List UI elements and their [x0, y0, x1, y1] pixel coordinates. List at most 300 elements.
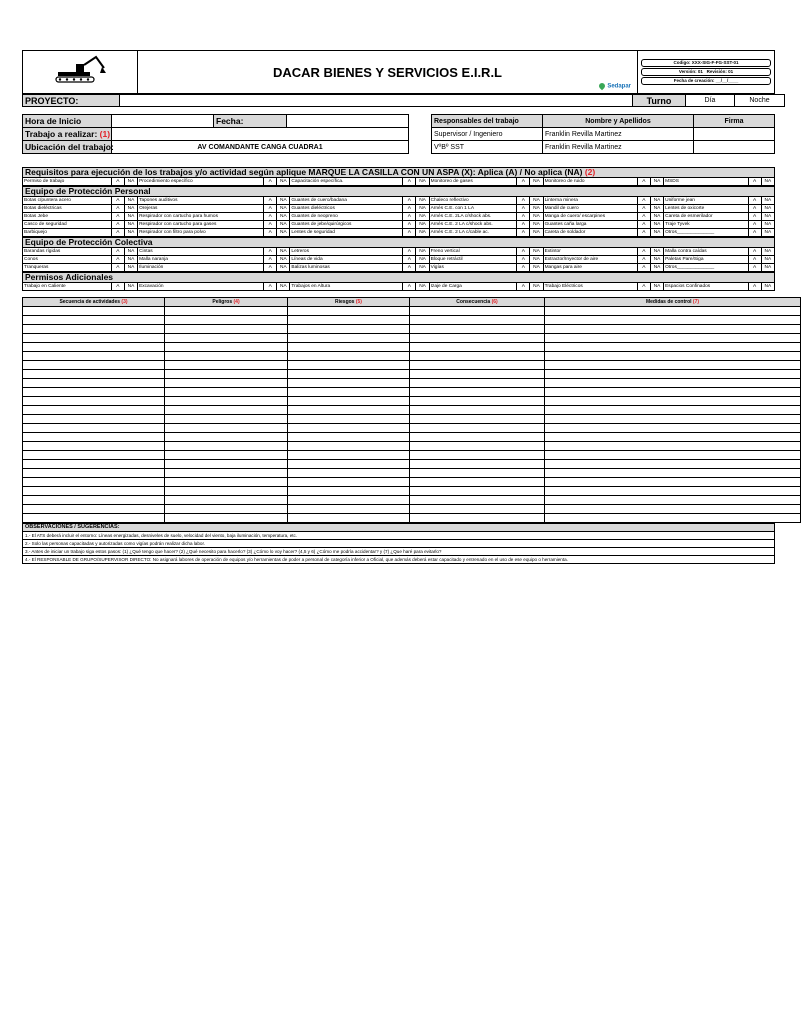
activity-cell[interactable] [288, 442, 410, 451]
activity-cell[interactable] [288, 514, 410, 523]
activity-cell[interactable] [23, 424, 165, 433]
not-applies-checkbox[interactable]: NA [277, 256, 290, 264]
applies-checkbox[interactable]: A [403, 248, 416, 256]
not-applies-checkbox[interactable]: NA [650, 283, 663, 291]
activity-cell[interactable] [288, 370, 410, 379]
activity-cell[interactable] [165, 478, 288, 487]
activity-row [23, 388, 801, 397]
not-applies-checkbox[interactable]: NA [530, 221, 543, 229]
activity-cell[interactable] [165, 352, 288, 361]
requirement-label: Linterna minera [543, 197, 637, 205]
applies-checkbox[interactable]: A [748, 248, 761, 256]
applies-checkbox[interactable]: A [111, 197, 124, 205]
activity-cell[interactable] [23, 478, 165, 487]
responsibles-table [431, 114, 775, 154]
applies-checkbox[interactable]: A [403, 264, 416, 272]
applies-checkbox[interactable]: A [748, 221, 761, 229]
activity-cell[interactable] [545, 325, 801, 334]
activity-cell[interactable] [288, 415, 410, 424]
work-info [22, 114, 775, 158]
requirement-row [23, 248, 775, 256]
applies-checkbox[interactable]: A [637, 229, 650, 237]
responsible-role: Supervisor / Ingeniero [432, 128, 543, 141]
not-applies-checkbox[interactable]: NA [277, 264, 290, 272]
activity-row [23, 478, 801, 487]
activity-cell[interactable] [410, 334, 545, 343]
activity-cell[interactable] [23, 433, 165, 442]
activities-header: Riesgos (5) [288, 298, 410, 307]
applies-checkbox[interactable]: A [111, 256, 124, 264]
applies-checkbox[interactable]: A [111, 213, 124, 221]
activity-cell[interactable] [410, 415, 545, 424]
applies-checkbox[interactable]: A [637, 248, 650, 256]
applies-checkbox[interactable]: A [403, 205, 416, 213]
not-applies-checkbox[interactable]: NA [124, 197, 137, 205]
activity-cell[interactable] [288, 361, 410, 370]
applies-checkbox[interactable]: A [403, 213, 416, 221]
not-applies-checkbox[interactable]: NA [416, 248, 429, 256]
applies-checkbox[interactable]: A [748, 213, 761, 221]
activity-cell[interactable] [545, 469, 801, 478]
activity-cell[interactable] [410, 352, 545, 361]
not-applies-checkbox[interactable]: NA [761, 264, 774, 272]
activity-cell[interactable] [545, 514, 801, 523]
responsible-signature[interactable] [694, 128, 775, 141]
responsible-name[interactable]: Franklin Revilla Martinez [543, 128, 694, 141]
activity-cell[interactable] [165, 460, 288, 469]
not-applies-checkbox[interactable]: NA [761, 221, 774, 229]
activity-cell[interactable] [410, 424, 545, 433]
requirement-label: Mangas para aire [543, 264, 637, 272]
not-applies-checkbox[interactable]: NA [124, 205, 137, 213]
activity-cell[interactable] [165, 415, 288, 424]
activity-cell[interactable] [288, 379, 410, 388]
activity-cell[interactable] [23, 415, 165, 424]
activity-cell[interactable] [23, 361, 165, 370]
requirement-label: Guantes dieléctricos [290, 205, 403, 213]
activity-cell[interactable] [410, 325, 545, 334]
activity-cell[interactable] [410, 388, 545, 397]
not-applies-checkbox[interactable]: NA [761, 205, 774, 213]
applies-checkbox[interactable]: A [637, 264, 650, 272]
activity-cell[interactable] [288, 460, 410, 469]
activity-cell[interactable] [23, 397, 165, 406]
responsible-name[interactable]: Franklin Revilla Martinez [543, 141, 694, 154]
activity-cell[interactable] [545, 397, 801, 406]
activity-cell[interactable] [545, 370, 801, 379]
requirement-label: Lentes de oxicorte [664, 205, 748, 213]
not-applies-checkbox[interactable]: NA [416, 197, 429, 205]
activity-cell[interactable] [410, 487, 545, 496]
document-version: Versión: 01 Revisión: 01 [641, 68, 771, 76]
requirement-label: Vigías [429, 264, 517, 272]
signature-header: Firma [694, 115, 775, 128]
not-applies-checkbox[interactable]: NA [416, 213, 429, 221]
responsibles-header: Responsables del trabajo [432, 115, 543, 128]
not-applies-checkbox[interactable]: NA [650, 229, 663, 237]
document-creation-date: Fecha de creación: __/__/____ [641, 77, 771, 85]
activity-cell[interactable] [23, 451, 165, 460]
activity-row [23, 334, 801, 343]
activity-cell[interactable] [410, 469, 545, 478]
activity-cell[interactable] [165, 334, 288, 343]
requirement-label: Guantes de neopreno [290, 213, 403, 221]
applies-checkbox[interactable]: A [748, 264, 761, 272]
activity-cell[interactable] [545, 505, 801, 514]
activity-cell[interactable] [288, 487, 410, 496]
applies-checkbox[interactable]: A [111, 229, 124, 237]
applies-checkbox[interactable]: A [517, 205, 530, 213]
activity-cell[interactable] [545, 379, 801, 388]
activity-cell[interactable] [410, 316, 545, 325]
requirement-row [23, 229, 775, 237]
activity-cell[interactable] [545, 343, 801, 352]
applies-checkbox[interactable]: A [517, 221, 530, 229]
activity-cell[interactable] [545, 460, 801, 469]
requirement-label: Letreros [290, 248, 403, 256]
activity-cell[interactable] [165, 496, 288, 505]
applies-checkbox[interactable]: A [748, 283, 761, 291]
not-applies-checkbox[interactable]: NA [530, 178, 543, 186]
not-applies-checkbox[interactable]: NA [124, 283, 137, 291]
applies-checkbox[interactable]: A [111, 178, 124, 186]
activity-cell[interactable] [165, 343, 288, 352]
requirement-label: Líneas de vida [290, 256, 403, 264]
activity-cell[interactable] [545, 334, 801, 343]
applies-checkbox[interactable]: A [637, 205, 650, 213]
not-applies-checkbox[interactable]: NA [416, 256, 429, 264]
activity-cell[interactable] [165, 406, 288, 415]
activity-cell[interactable] [165, 424, 288, 433]
not-applies-checkbox[interactable]: NA [761, 248, 774, 256]
not-applies-checkbox[interactable]: NA [530, 213, 543, 221]
not-applies-checkbox[interactable]: NA [530, 256, 543, 264]
shift-night[interactable]: Noche [735, 95, 785, 107]
activity-cell[interactable] [545, 433, 801, 442]
activity-cell[interactable] [165, 442, 288, 451]
not-applies-checkbox[interactable]: NA [124, 264, 137, 272]
not-applies-checkbox[interactable]: NA [761, 178, 774, 186]
activity-cell[interactable] [410, 442, 545, 451]
not-applies-checkbox[interactable]: NA [416, 264, 429, 272]
applies-checkbox[interactable]: A [637, 283, 650, 291]
applies-checkbox[interactable]: A [264, 283, 277, 291]
not-applies-checkbox[interactable]: NA [530, 283, 543, 291]
not-applies-checkbox[interactable]: NA [761, 213, 774, 221]
applies-checkbox[interactable]: A [637, 221, 650, 229]
applies-checkbox[interactable]: A [637, 197, 650, 205]
applies-checkbox[interactable]: A [403, 229, 416, 237]
activity-row [23, 343, 801, 352]
requirement-label: Botas dieléctricas [23, 205, 112, 213]
activity-cell[interactable] [23, 496, 165, 505]
requirement-label: Permiso de trabajo [23, 178, 112, 186]
activity-cell[interactable] [288, 397, 410, 406]
activity-cell[interactable] [23, 307, 165, 316]
activity-cell[interactable] [23, 352, 165, 361]
activity-cell[interactable] [545, 496, 801, 505]
applies-checkbox[interactable]: A [517, 197, 530, 205]
not-applies-checkbox[interactable]: NA [277, 197, 290, 205]
activity-row [23, 460, 801, 469]
activity-cell[interactable] [288, 469, 410, 478]
activity-cell[interactable] [288, 505, 410, 514]
activity-cell[interactable] [410, 361, 545, 370]
applies-checkbox[interactable]: A [517, 178, 530, 186]
not-applies-checkbox[interactable]: NA [416, 205, 429, 213]
activity-cell[interactable] [288, 388, 410, 397]
not-applies-checkbox[interactable]: NA [277, 248, 290, 256]
date-label: Fecha: [214, 115, 287, 128]
activity-cell[interactable] [165, 397, 288, 406]
activity-cell[interactable] [410, 460, 545, 469]
activity-cell[interactable] [545, 406, 801, 415]
additional-permits-title: Permisos Adicionales [22, 272, 775, 282]
work-to-do-field[interactable] [112, 128, 409, 141]
activity-cell[interactable] [288, 406, 410, 415]
applies-checkbox[interactable]: A [748, 205, 761, 213]
applies-checkbox[interactable]: A [111, 264, 124, 272]
applies-checkbox[interactable]: A [517, 213, 530, 221]
applies-checkbox[interactable]: A [517, 264, 530, 272]
not-applies-checkbox[interactable]: NA [124, 248, 137, 256]
applies-checkbox[interactable]: A [637, 256, 650, 264]
activity-cell[interactable] [23, 334, 165, 343]
not-applies-checkbox[interactable]: NA [650, 205, 663, 213]
activity-cell[interactable] [288, 424, 410, 433]
activity-cell[interactable] [165, 361, 288, 370]
activity-cell[interactable] [165, 379, 288, 388]
applies-checkbox[interactable]: A [264, 178, 277, 186]
applies-checkbox[interactable]: A [264, 264, 277, 272]
applies-checkbox[interactable]: A [403, 221, 416, 229]
applies-checkbox[interactable]: A [748, 197, 761, 205]
activities-header: Medidas de control (7) [545, 298, 801, 307]
not-applies-checkbox[interactable]: NA [416, 229, 429, 237]
activity-cell[interactable] [288, 478, 410, 487]
activity-cell[interactable] [23, 442, 165, 451]
applies-checkbox[interactable]: A [111, 205, 124, 213]
activity-row [23, 451, 801, 460]
not-applies-checkbox[interactable]: NA [761, 256, 774, 264]
not-applies-checkbox[interactable]: NA [650, 221, 663, 229]
shift-day[interactable]: Día [686, 95, 735, 107]
applies-checkbox[interactable]: A [111, 248, 124, 256]
activity-cell[interactable] [410, 397, 545, 406]
activity-cell[interactable] [545, 388, 801, 397]
applies-checkbox[interactable]: A [517, 248, 530, 256]
requirement-label: Capacitación específica. [290, 178, 403, 186]
applies-checkbox[interactable]: A [517, 283, 530, 291]
activity-cell[interactable] [545, 424, 801, 433]
not-applies-checkbox[interactable]: NA [277, 213, 290, 221]
not-applies-checkbox[interactable]: NA [277, 283, 290, 291]
activity-cell[interactable] [23, 469, 165, 478]
date-field[interactable] [287, 115, 409, 128]
requirement-row [23, 197, 775, 205]
activity-cell[interactable] [410, 433, 545, 442]
activity-cell[interactable] [410, 343, 545, 352]
activity-cell[interactable] [165, 316, 288, 325]
activity-cell[interactable] [410, 478, 545, 487]
ats-form [22, 50, 775, 564]
not-applies-checkbox[interactable]: NA [650, 197, 663, 205]
not-applies-checkbox[interactable]: NA [761, 283, 774, 291]
not-applies-checkbox[interactable]: NA [530, 248, 543, 256]
not-applies-checkbox[interactable]: NA [530, 197, 543, 205]
not-applies-checkbox[interactable]: NA [124, 229, 137, 237]
activity-cell[interactable] [288, 307, 410, 316]
activity-cell[interactable] [23, 370, 165, 379]
not-applies-checkbox[interactable]: NA [416, 283, 429, 291]
activity-cell[interactable] [23, 343, 165, 352]
not-applies-checkbox[interactable]: NA [530, 229, 543, 237]
activity-cell[interactable] [410, 307, 545, 316]
not-applies-checkbox[interactable]: NA [761, 229, 774, 237]
activity-cell[interactable] [23, 505, 165, 514]
requirement-label: Respirador con cartucho para humos [138, 213, 264, 221]
not-applies-checkbox[interactable]: NA [277, 229, 290, 237]
applies-checkbox[interactable]: A [517, 256, 530, 264]
activity-cell[interactable] [165, 307, 288, 316]
applies-checkbox[interactable]: A [748, 178, 761, 186]
responsible-signature[interactable] [694, 141, 775, 154]
not-applies-checkbox[interactable]: NA [761, 197, 774, 205]
activity-cell[interactable] [23, 388, 165, 397]
requirement-label: Arnés C.E. 2LA c/shock abs. [429, 213, 517, 221]
activity-cell[interactable] [165, 370, 288, 379]
activity-cell[interactable] [165, 433, 288, 442]
activity-cell[interactable] [545, 442, 801, 451]
activity-cell[interactable] [288, 451, 410, 460]
not-applies-checkbox[interactable]: NA [277, 178, 290, 186]
requirement-label: Extractor/Inyector de aire [543, 256, 637, 264]
not-applies-checkbox[interactable]: NA [650, 264, 663, 272]
requirement-label: Monitoreo de gases [429, 178, 517, 186]
applies-checkbox[interactable]: A [637, 213, 650, 221]
requirement-label: Guantes de cuero/badana [290, 197, 403, 205]
applies-checkbox[interactable]: A [403, 283, 416, 291]
document-code-box [638, 51, 775, 94]
requirement-label: Tapones auditivos [138, 197, 264, 205]
applies-checkbox[interactable]: A [264, 221, 277, 229]
requirement-label: Extintor [543, 248, 637, 256]
applies-checkbox[interactable]: A [748, 256, 761, 264]
not-applies-checkbox[interactable]: NA [650, 178, 663, 186]
activity-cell[interactable] [288, 334, 410, 343]
activity-cell[interactable] [288, 433, 410, 442]
project-field[interactable] [120, 95, 633, 107]
not-applies-checkbox[interactable]: NA [124, 221, 137, 229]
activity-cell[interactable] [23, 460, 165, 469]
applies-checkbox[interactable]: A [111, 283, 124, 291]
applies-checkbox[interactable]: A [403, 256, 416, 264]
activity-cell[interactable] [23, 406, 165, 415]
activity-cell[interactable] [23, 514, 165, 523]
activity-row [23, 406, 801, 415]
not-applies-checkbox[interactable]: NA [530, 264, 543, 272]
activity-cell[interactable] [545, 451, 801, 460]
activity-row [23, 379, 801, 388]
activity-cell[interactable] [288, 325, 410, 334]
applies-checkbox[interactable]: A [264, 213, 277, 221]
not-applies-checkbox[interactable]: NA [416, 178, 429, 186]
activity-cell[interactable] [410, 370, 545, 379]
activity-cell[interactable] [288, 352, 410, 361]
not-applies-checkbox[interactable]: NA [124, 213, 137, 221]
activity-cell[interactable] [165, 505, 288, 514]
activity-cell[interactable] [288, 316, 410, 325]
applies-checkbox[interactable]: A [264, 205, 277, 213]
activity-cell[interactable] [288, 343, 410, 352]
activity-cell[interactable] [23, 487, 165, 496]
requirement-label: Freno vertical [429, 248, 517, 256]
applies-checkbox[interactable]: A [748, 229, 761, 237]
applies-checkbox[interactable]: A [264, 229, 277, 237]
activity-cell[interactable] [165, 451, 288, 460]
activity-cell[interactable] [410, 514, 545, 523]
not-applies-checkbox[interactable]: NA [277, 205, 290, 213]
start-time-field[interactable] [112, 115, 214, 128]
activity-cell[interactable] [410, 451, 545, 460]
applies-checkbox[interactable]: A [403, 178, 416, 186]
activity-cell[interactable] [545, 478, 801, 487]
applies-checkbox[interactable]: A [111, 221, 124, 229]
requirement-label: Lentes de seguridad [290, 229, 403, 237]
applies-checkbox[interactable]: A [264, 256, 277, 264]
location-field[interactable]: AV COMANDANTE CANGA CUADRA1 [112, 141, 409, 154]
activity-cell[interactable] [545, 487, 801, 496]
not-applies-checkbox[interactable]: NA [277, 221, 290, 229]
additional-permits-table [22, 282, 775, 291]
activity-cell[interactable] [165, 388, 288, 397]
not-applies-checkbox[interactable]: NA [650, 213, 663, 221]
requirement-label: Trabajos en Altura [290, 283, 403, 291]
activity-cell[interactable] [23, 316, 165, 325]
not-applies-checkbox[interactable]: NA [124, 256, 137, 264]
applies-checkbox[interactable]: A [637, 178, 650, 186]
activity-cell[interactable] [545, 415, 801, 424]
requirement-label: Manga de cuero/ escarpines [543, 213, 637, 221]
activity-cell[interactable] [165, 514, 288, 523]
not-applies-checkbox[interactable]: NA [650, 248, 663, 256]
not-applies-checkbox[interactable]: NA [416, 221, 429, 229]
activity-cell[interactable] [23, 379, 165, 388]
activity-cell[interactable] [545, 307, 801, 316]
activity-cell[interactable] [410, 505, 545, 514]
not-applies-checkbox[interactable]: NA [530, 205, 543, 213]
activity-cell[interactable] [165, 325, 288, 334]
not-applies-checkbox[interactable]: NA [124, 178, 137, 186]
activity-cell[interactable] [410, 406, 545, 415]
activity-cell[interactable] [410, 379, 545, 388]
activity-cell[interactable] [410, 496, 545, 505]
activity-cell[interactable] [545, 352, 801, 361]
activities-table [22, 297, 801, 523]
applies-checkbox[interactable]: A [264, 197, 277, 205]
applies-checkbox[interactable]: A [403, 197, 416, 205]
activity-cell[interactable] [165, 469, 288, 478]
activity-cell[interactable] [545, 316, 801, 325]
observations-table [22, 523, 775, 564]
applies-checkbox[interactable]: A [517, 229, 530, 237]
activity-cell[interactable] [288, 496, 410, 505]
not-applies-checkbox[interactable]: NA [650, 256, 663, 264]
activity-cell[interactable] [165, 487, 288, 496]
applies-checkbox[interactable]: A [264, 248, 277, 256]
activity-cell[interactable] [545, 361, 801, 370]
activity-cell[interactable] [23, 325, 165, 334]
